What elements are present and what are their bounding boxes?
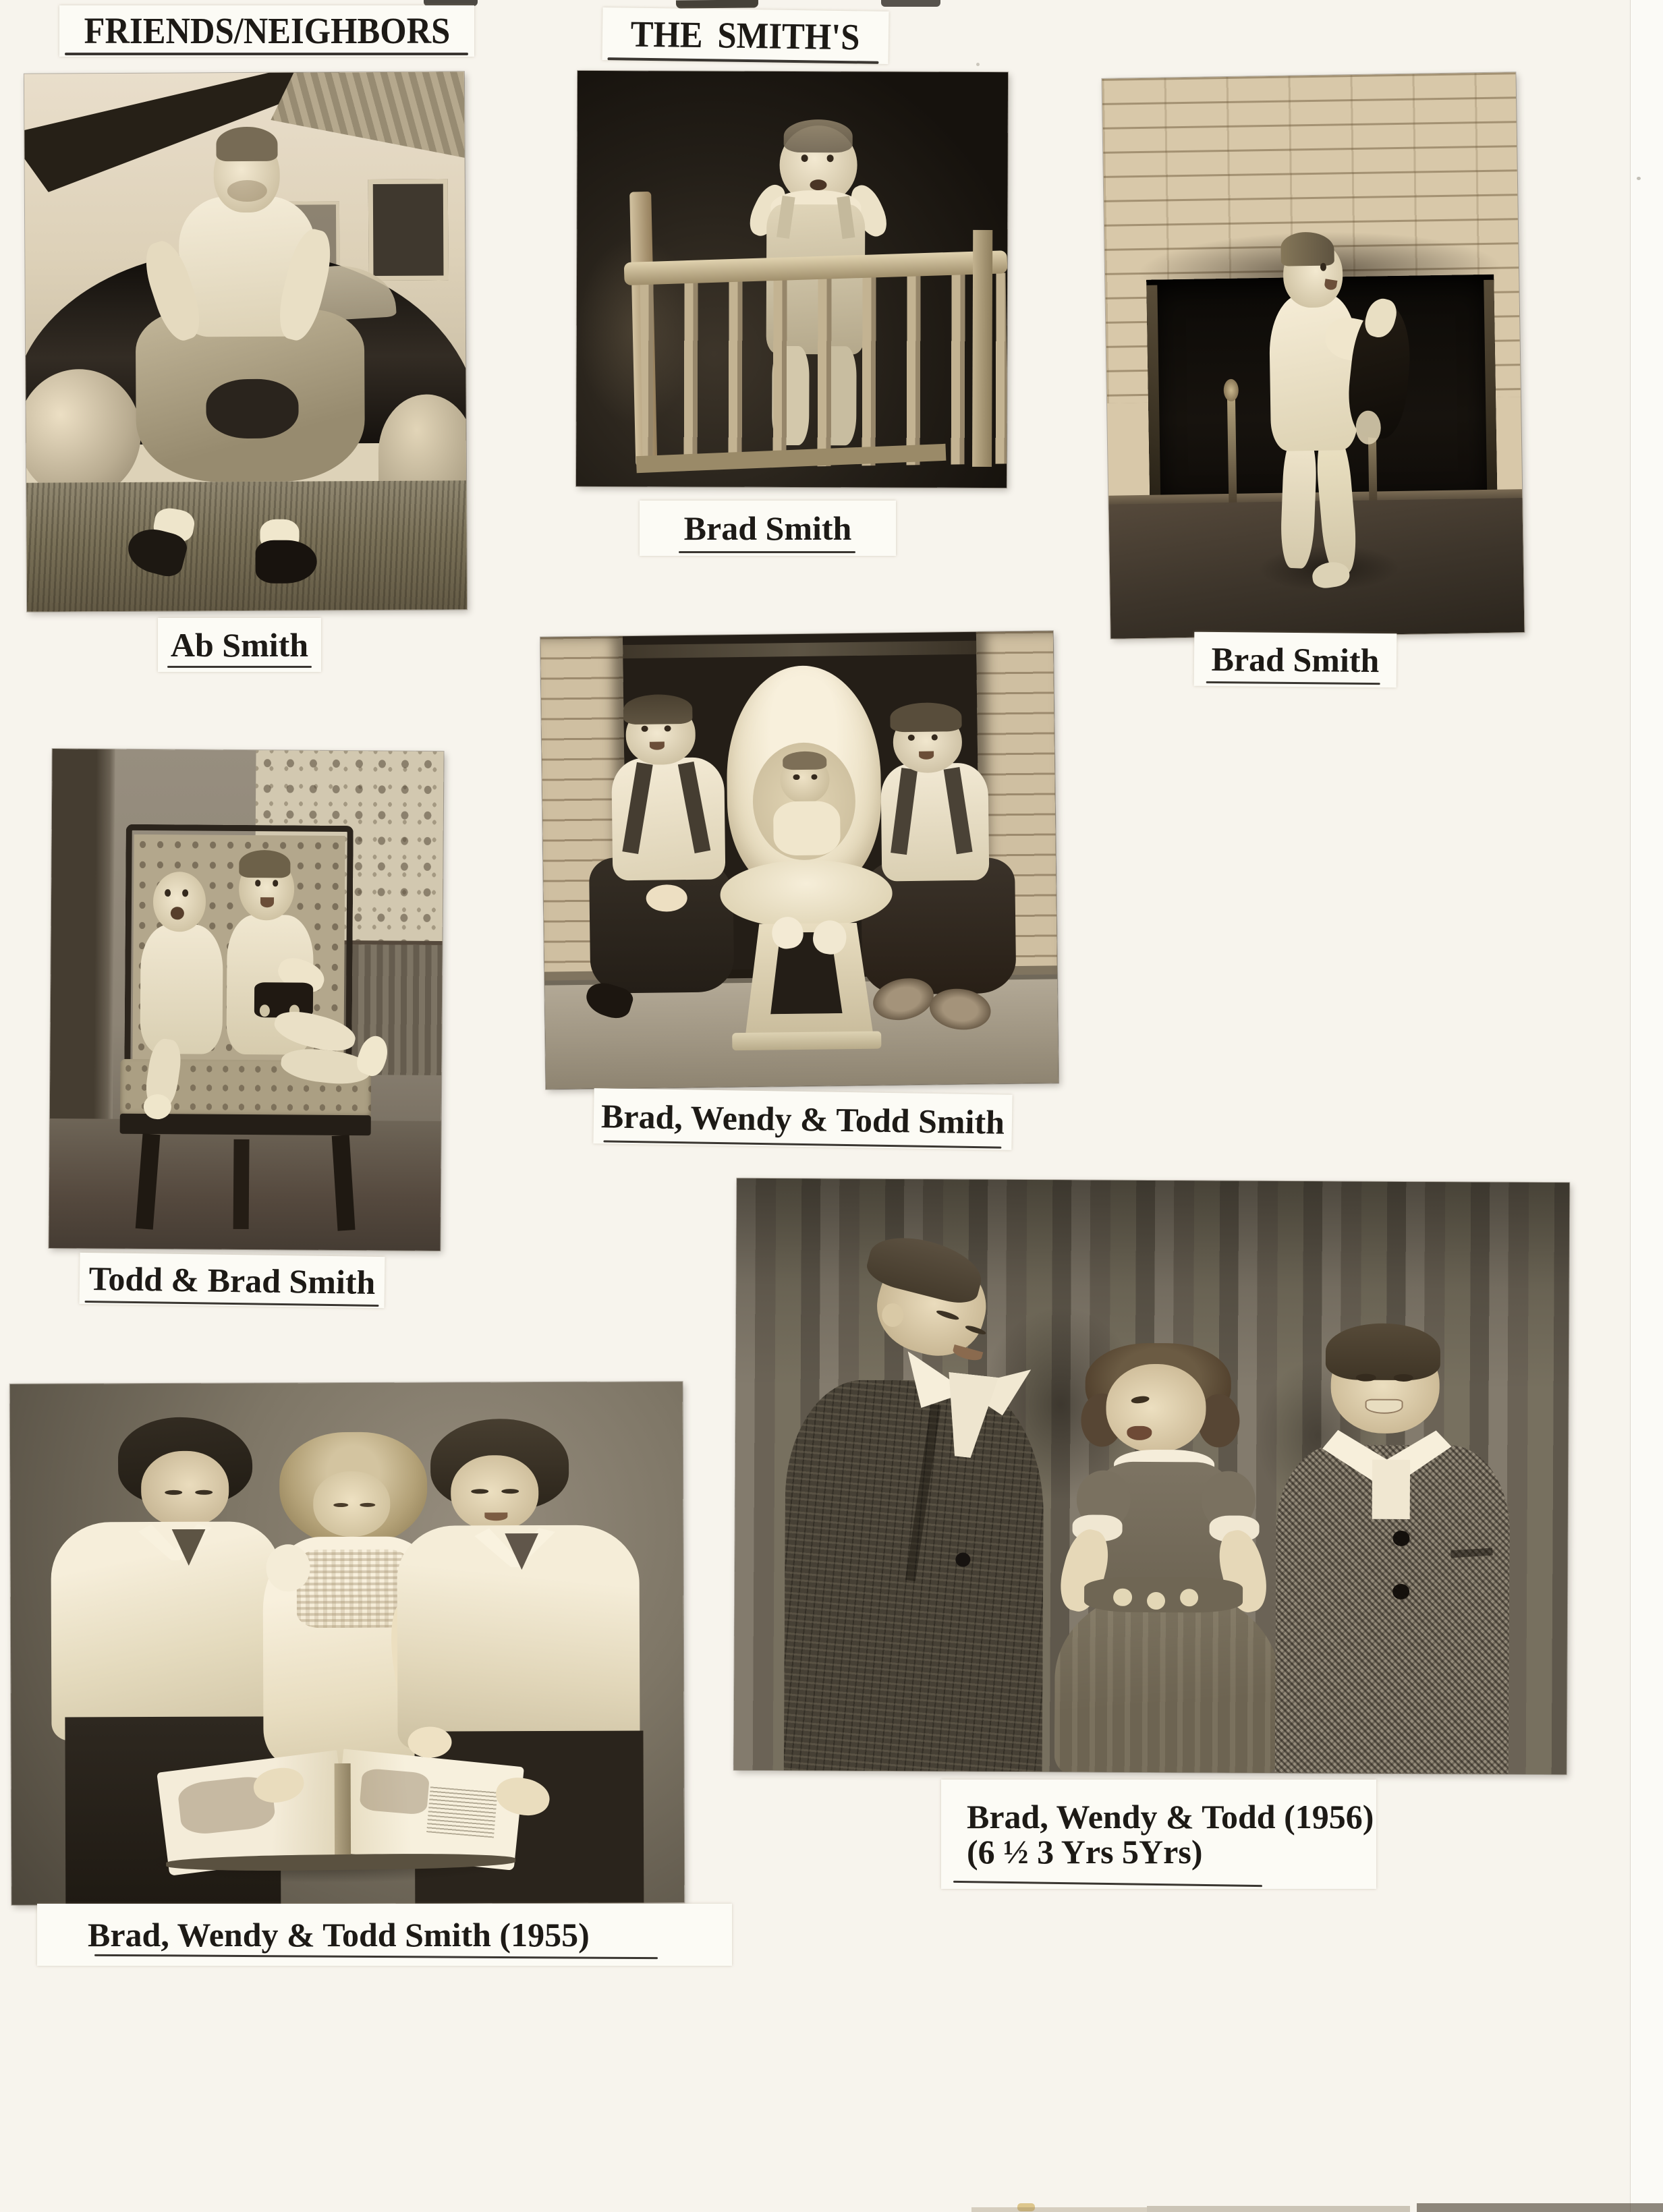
man-hair — [216, 126, 278, 161]
waist-button — [1113, 1589, 1131, 1606]
house-window — [368, 179, 448, 281]
caption-brad-wendy-todd-1955 — [37, 1904, 732, 1966]
boy-right-eye — [1394, 1374, 1414, 1382]
caption-underline — [603, 1140, 1001, 1148]
photo-brad-wendy-todd-1956 — [734, 1179, 1570, 1774]
baby-mouth-laughing — [171, 907, 184, 919]
girl-hand — [408, 1726, 452, 1758]
boy-left-face — [141, 1451, 229, 1527]
girl-eye-downcast — [333, 1503, 349, 1507]
man-face-shading — [227, 180, 267, 202]
baby-body — [140, 924, 223, 1054]
crib-bars — [640, 273, 1008, 469]
girl-open-mouth — [1127, 1426, 1152, 1440]
photo-ab-smith — [24, 72, 467, 611]
book-text-lines — [426, 1786, 497, 1839]
stroller-baby-body — [773, 801, 841, 856]
boy-right-shirt-strip — [1372, 1460, 1410, 1519]
stroller-baby-eye — [793, 774, 799, 781]
boy-left-hand — [646, 884, 687, 912]
scan-edge-artifact — [1147, 2206, 1410, 2212]
baby-foot — [144, 1094, 171, 1119]
photo-brad-smith-fireplace — [1102, 72, 1525, 639]
caption-text: Brad Smith — [1211, 640, 1380, 679]
baby-eye — [827, 154, 834, 162]
caption-text: Brad, Wendy & Todd Smith — [600, 1097, 1005, 1141]
toddler-hair — [239, 850, 291, 878]
caption-text: Brad Smith — [683, 509, 852, 547]
caption-brad-smith-fireplace — [1194, 632, 1397, 688]
screen-glint — [623, 641, 977, 658]
caption-brad-wendy-todd-1956 — [941, 1780, 1376, 1889]
heading-underline — [607, 57, 878, 64]
caption-text-line1: Brad, Wendy & Todd (1956) — [967, 1797, 1374, 1836]
photo-brad-smith-crib — [576, 71, 1008, 488]
book-spine — [334, 1763, 351, 1863]
girl-head — [1106, 1364, 1206, 1453]
baby-eye — [801, 154, 808, 162]
girl-waistband — [1084, 1577, 1243, 1613]
baby-hair — [784, 119, 853, 153]
chair-leg — [233, 1139, 249, 1229]
stroller-foot-bar — [733, 1031, 882, 1050]
crib-corner-post — [972, 230, 992, 467]
caption-text: Brad, Wendy & Todd Smith (1955) — [88, 1915, 590, 1954]
scan-smudge — [881, 0, 940, 7]
photo-todd-brad-chair — [49, 749, 443, 1251]
girl-face — [313, 1471, 391, 1537]
boy-left-smile — [649, 742, 665, 750]
heading-the-smiths-text: THE SMITH'S — [630, 13, 861, 58]
jacket-button — [1392, 1584, 1409, 1599]
scan-smudge — [676, 0, 758, 9]
stuffed-toy-paw — [1355, 410, 1381, 444]
caption-todd-brad-chair — [79, 1253, 385, 1308]
page-speck — [1637, 177, 1641, 180]
man-hands — [206, 379, 299, 438]
scan-edge-artifact — [1417, 2203, 1663, 2212]
radiator — [339, 940, 442, 1075]
caption-brad-wendy-todd-stroller — [593, 1088, 1012, 1150]
boy-right-smile-teeth — [1367, 1400, 1402, 1413]
girl-skirt — [1054, 1588, 1280, 1774]
boy-left-hair — [623, 694, 693, 725]
andiron — [1227, 391, 1237, 503]
caption-underline — [1206, 681, 1380, 685]
caption-ab-smith — [158, 618, 321, 672]
page-speck — [976, 63, 980, 66]
baby-mouth — [810, 179, 827, 190]
heading-underline — [65, 53, 468, 55]
boy-right-crewcut-hair — [1325, 1324, 1440, 1380]
jacket-button — [1392, 1531, 1409, 1546]
boy-left-button — [955, 1552, 970, 1566]
caption-underline — [85, 1301, 379, 1307]
caption-underline — [953, 1881, 1262, 1887]
caption-underline — [167, 666, 312, 668]
boy-right-eye — [1356, 1374, 1376, 1382]
grass-texture — [26, 480, 467, 612]
wall-panel — [49, 749, 115, 1149]
girl-eye-downcast — [360, 1502, 376, 1506]
scan-edge-artifact — [971, 2207, 1147, 2212]
caption-text-line2: (6 ½ 3 Yrs 5Yrs) — [967, 1833, 1203, 1871]
girl-puff-sleeve — [266, 1545, 310, 1592]
caption-text: Ab Smith — [170, 625, 309, 664]
caption-underline — [679, 551, 855, 553]
heading-friends-neighbors-text: FRIENDS/NEIGHBORS — [84, 10, 450, 52]
heading-friends-neighbors — [59, 5, 474, 57]
boy-left-eye — [642, 725, 648, 731]
photo-brad-wendy-todd-stroller — [540, 631, 1059, 1089]
waist-button — [1147, 1591, 1165, 1609]
baby-head — [152, 872, 206, 932]
toddler-hair — [1280, 232, 1334, 266]
toddler-body-pajamas — [1269, 293, 1358, 451]
boy-right-hair — [890, 702, 962, 733]
boy-right-smile — [919, 751, 934, 760]
car-front-fender — [24, 369, 141, 499]
caption-underline — [94, 1954, 658, 1959]
photo-brad-wendy-todd-book — [10, 1382, 685, 1904]
caption-text: Todd & Brad Smith — [88, 1259, 376, 1301]
stroller-baby-hair — [783, 751, 826, 770]
caption-brad-smith-crib — [640, 501, 896, 556]
heading-the-smiths — [602, 7, 889, 64]
page-edge — [1630, 0, 1663, 2212]
book-right-illustration — [360, 1768, 430, 1815]
